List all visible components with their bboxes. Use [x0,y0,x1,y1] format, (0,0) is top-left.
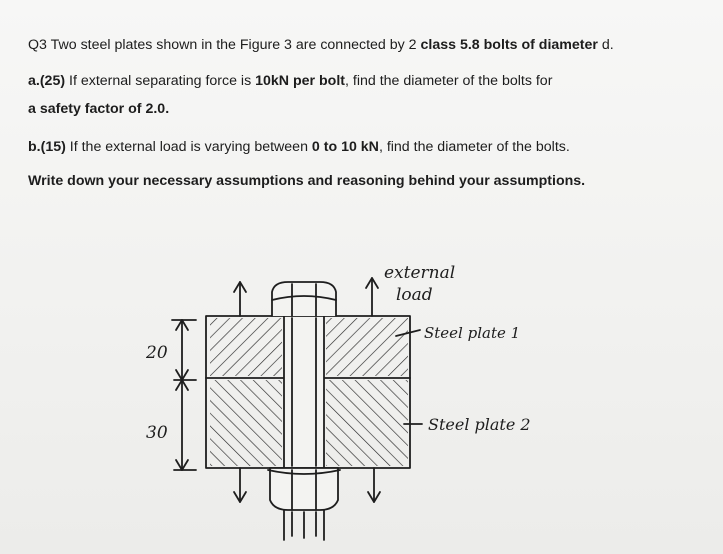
part-a-text-2: , find the diameter of the bolts for [345,73,553,89]
question-intro-suffix: d. [597,37,614,53]
question-intro-text: Q3 Two steel plates shown in the Figure 3 are connected by 2 [28,37,421,53]
dimension-30-label: 30 [146,423,168,443]
bolt-shank [284,316,324,468]
dimension-20-label: 20 [146,343,168,363]
part-b-label: b.(15) [28,139,66,155]
dimension-lines [172,320,196,470]
bolt-nut [268,468,340,540]
instruction-line: Write down your necessary assumptions and reasoning behind your assumptions. [28,173,586,189]
part-b-text-1: If the external load is varying between [65,139,312,155]
part-a-label: a.(25) [28,73,66,89]
external-load-label-2: load [396,285,433,305]
part-a-force: 10kN per bolt [255,73,346,89]
part-b-text-2: , find the diameter of the bolts. [378,139,570,155]
part-b-load-range: 0 to 10 kN [311,139,379,155]
external-load-label-1: external [384,263,456,283]
steel-plate-2-label: Steel plate 2 [428,415,531,434]
steel-plate-1-label: Steel plate 1 [424,324,521,342]
part-a-safety-factor: a safety factor of 2.0. [28,101,170,117]
bolt-class-text: class 5.8 bolts of diameter [420,37,598,53]
bolt-head [272,282,336,316]
part-a-text-1: If external separating force is [65,73,256,89]
